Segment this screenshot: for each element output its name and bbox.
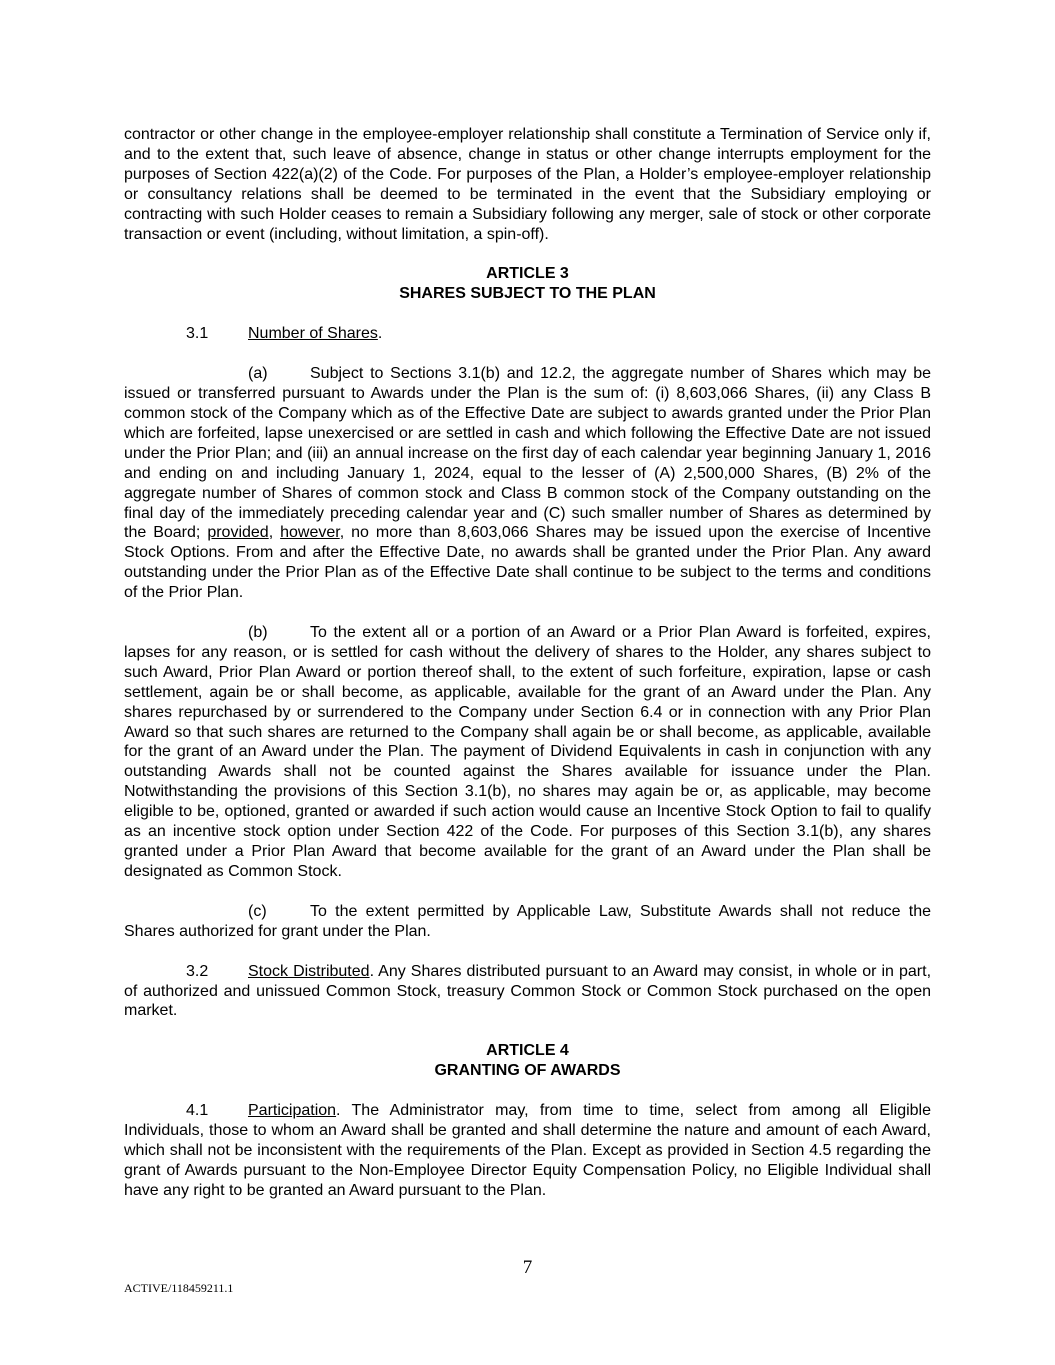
clause-label: (a) — [248, 365, 268, 383]
however-term: however — [280, 524, 340, 542]
section-3-1-a: (a) Subject to Sections 3.1(b) and 12.2, the aggregate number of Shares which may be issued or transferred pursuant to Awards under the Plan is the sum of: (i) 8,603,066 Shares, (ii) any Class B common stock of the Company which as of the Effective Date are subject to awards granted under the Prior Plan which are forfeited, lapse unexercised or are settled in cash and which following the Effective Date are not issued under the Prior Plan; and (iii) an annual increase on the first day of each calendar year beginning January 1, 2016 and ending on and including January 1, 2024, equal to the lesser of (A) 2,500,000 Shares, (B) 2% of the aggregate number of Shares of common stock and Class B common stock of the Company outstanding on the final day of the immediately preceding calendar year and (C) such smaller number of Shares as determined by the Board; provided, however, no more than 8,603,066 Shares may be issued upon the exercise of Incentive Stock Options. From and after the Effective Date, no awards shall be granted under the Prior Plan. Any award outstanding under the Prior Plan as of the Effective Date shall continue to be subject to the terms and conditions of the Prior Plan. — [124, 365, 932, 602]
section-4-1 — [124, 1101, 931, 1201]
section-3-1-b — [124, 623, 931, 882]
section-title: Number of Shares — [248, 325, 378, 343]
article-4-label: ARTICLE 4 — [486, 1042, 569, 1060]
section-text: . The Administrator may, from time to time, select from among all Eligible Individuals, those to whom an Award shall be granted and shall determine the nature and amount of each Award, which shall not be inconsistent with the requirements of the Plan. Except as provided in Section 4.5 regarding the grant of Awards pursuant to the Non-Employee Director Equity Compensation Policy, no Eligible Individual shall have any right to be granted an Award pursuant to the Plan. — [124, 1102, 931, 1199]
section-3-1-heading: 3.1 Number of Shares. — [186, 325, 383, 343]
document-page — [124, 125, 931, 1201]
section-number: 4.1 — [186, 1102, 209, 1120]
clause-text-cont: , no more than 8,603,066 Shares may be issued upon the exercise of Incentive Stock Options. From and after the Effective Date, no awards shall be granted under the Prior Plan. Any award outstanding under the Prior Plan as of the Effective Date shall continue to be subject to the terms and conditions of the Prior Plan. — [124, 524, 932, 602]
intro-paragraph: contractor or other change in the employee-employer relationship shall constitute a Termination of Service only if, and to the extent that, such leave of absence, change in status or other change interrupts employment for the purposes of Section 422(a)(2) of the Code. For purposes of the Plan, a Holder’s employee-employer relationship or consultancy relations shall be deemed to be terminated in the event that the Subsidiary employing or contracting with such Holder ceases to remain a Subsidiary following any merger, sale of stock or other corporate transaction or event (including, without limitation, a spin-off). — [124, 126, 931, 243]
section-number: 3.2 — [186, 962, 209, 980]
article-3-label: ARTICLE 3 — [486, 265, 569, 283]
section-title: Stock Distributed — [248, 962, 370, 980]
clause-label: (b) — [248, 624, 268, 642]
clause-text: To the extent all or a portion of an Award or a Prior Plan Award is forfeited, expires, lapses for any reason, or is settled for cash without the delivery of shares to the Holder, any shares subject to such Award, Prior Plan Award or portion thereof shall, to the extent of such forfeiture, expiration, lapse or cash settlement, again be or shall become, as applicable, available for the grant of an Award under the Plan. Any shares repurchased by or surrendered to the Company under Section 6.4 or in connection with any Prior Plan Award so that such shares are returned to the Company shall again be or shall become, as applicable, available for the grant of an Award under the Plan. The payment of Dividend Equivalents in cash in conjunction with any outstanding Awards shall not be counted against the Shares available for issuance under the Plan. Notwithstanding the provisions of this Section 3.1(b), no shares may again be or, as applicable, may become eligible to be, optioned, granted or awarded if such action would cause an Incentive Stock Option to fail to qualify as an incentive stock option under Section 422 of the Code. For purposes of this Section 3.1(b), any shares granted under a Prior Plan Award that become available for the grant of an Award under the Plan shall be designated as Common Stock. — [124, 624, 931, 880]
section-number: 3.1 — [186, 325, 209, 343]
provided-term: provided — [207, 524, 269, 542]
section-3-2 — [124, 962, 931, 1022]
section-text: . Any Shares distributed pursuant to an Award may consist, in whole or in part, of authorized and unissued Common Stock, treasury Common Stock or Common Stock purchased on the open market. — [124, 962, 932, 1020]
clause-text: To the extent permitted by Applicable Law, Substitute Awards shall not reduce the Shares authorized for grant under the Plan. — [124, 902, 931, 940]
article-3-title: SHARES SUBJECT TO THE PLAN — [399, 285, 656, 303]
page-number: 7 — [522, 1257, 533, 1278]
section-title: Participation — [248, 1102, 337, 1120]
article-4-title: GRANTING OF AWARDS — [434, 1062, 621, 1080]
clause-label: (c) — [248, 902, 267, 920]
section-3-1-c — [124, 902, 931, 942]
document-id: ACTIVE/118459211.1 — [124, 1281, 234, 1295]
clause-text: Subject to Sections 3.1(b) and 12.2, the aggregate number of Shares which may be issued or transferred pursuant to Awards under the Plan is the sum of: (i) 8,603,066 Shares, (ii) any Class B common stock of the Company which as of the Effective Date are subject to awards granted under the Prior Plan which are forfeited, lapse unexercised or are settled in cash and which following the Effective Date are not issued under the Prior Plan; and (iii) an annual increase on the first day of each calendar year beginning January 1, 2016 and ending on and including January 1, 2024, equal to the lesser of (A) 2,500,000 Shares, (B) 2% of the aggregate number of Shares of common stock and Class B common stock of the Company outstanding on the final day of the immediately preceding calendar year and (C) such smaller number of Shares as determined by the Board; — [124, 365, 931, 542]
